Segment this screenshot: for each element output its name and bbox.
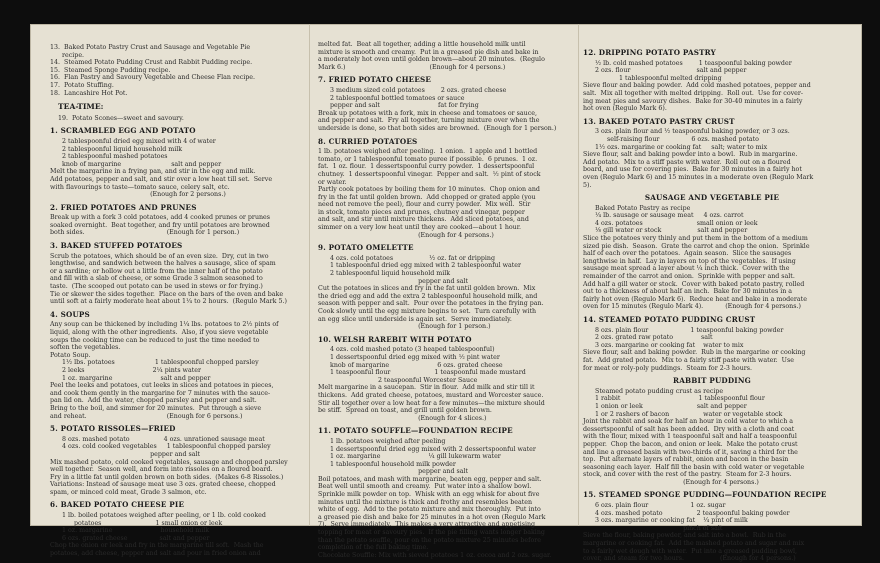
- text-line: white of egg. Add to the potato mixture and mix thoroughly. Put into: [318, 506, 541, 514]
- recipe-11-title: 11. POTATO SOUFFLE—FOUNDATION RECIPE: [318, 426, 513, 436]
- text-line: chutney. 1 dessertspoonful vinegar. Pepper and salt. ½ pint of stock: [318, 170, 541, 178]
- text-line: Sieve flour, salt and baking powder into a bowl. Rub in margarine.: [583, 151, 798, 159]
- text-line: 1 lb. boiled potatoes weighed after peeling, or 1 lb. cold cooked: [50, 512, 266, 520]
- recipe-4-body: [50, 321, 308, 351]
- text-line: and pepper and salt. Fry all together, turning mixture over when the: [318, 117, 540, 125]
- text-line: underside is done, so that both sides are browned. (Enough for 1 person.): [318, 124, 557, 132]
- text-line: 1 dessertspoonful dried egg mixed with 2 dessertspoonful water: [318, 445, 536, 453]
- text-line: 4 ozs. mashed potato 2 teaspoonful baking powder: [583, 509, 790, 517]
- text-line: ½ lb. cold mashed potatoes 1 teaspoonful baking powder: [583, 59, 792, 67]
- text-line: Scrub the potatoes, which should be of an even size. Dry, cut in two: [50, 252, 269, 260]
- text-line: Beat well until smooth and creamy. Put water into a shallow bowl.: [318, 483, 532, 491]
- text-line: need not remove the peel), flour and curry powder. Mix well. Stir: [318, 201, 531, 209]
- recipe-15-body: [583, 502, 841, 563]
- text-line: 3 ozs. margarine or cooking fat water to mix: [583, 341, 744, 349]
- text-line: than the potato souffle, pour on the potato mixture 25 minutes before: [318, 536, 541, 544]
- text-line: season with pepper and salt. Pour over the potatoes in the frying pan.: [318, 300, 544, 308]
- text-line: pepper and salt fat for frying: [318, 102, 479, 110]
- recipe-6-continued: [318, 41, 580, 71]
- text-line: be stiff. Spread on toast, and grill until golden brown.: [318, 407, 492, 415]
- text-line: 2 tablespoonful dried egg mixed with 4 of water: [50, 137, 216, 145]
- text-line: completion of the full baking time.: [318, 544, 429, 552]
- text-line: Bring to the boil, and simmer for 20 minutes. Put through a sieve: [50, 404, 262, 412]
- teatime-item: 19. Potato Scones—sweet and savoury.: [58, 114, 184, 122]
- text-line: 1½ lbs. potatoes 1 tablespoonful chopped parsley: [50, 359, 259, 367]
- text-line: soaked overnight. Beat together, and fry until potatoes are browned: [50, 221, 270, 229]
- text-line: in stock, tomato pieces and prunes, chutney and vinegar, pepper: [318, 208, 525, 216]
- text-line: 1 lb. potatoes weighed after peeling. 1 onion. 1 apple and 1 bottled: [318, 148, 538, 156]
- text-line: oven (Regulo Mark 6) and 15 minutes in a moderate oven (Regulo Mark: [583, 173, 814, 181]
- text-line: with flavourings to taste—tomato sauce, celery salt, etc.: [50, 183, 230, 191]
- text-line: 17. Potato Stuffing.: [50, 81, 114, 89]
- recipe-8-title: 8. CURRIED POTATOES: [318, 136, 418, 146]
- recipe-6-body: [50, 512, 308, 558]
- recipe-2-title: 2. FRIED POTATOES AND PRUNES: [50, 202, 197, 212]
- text-line: margarine or cooking fat. Add the mashed potato and sugar and mix: [583, 540, 805, 548]
- text-line: minutes until the mixture is thick and frothy and resembles beaten: [318, 498, 533, 506]
- text-line: 1 tablespoonful household milk powder: [318, 460, 456, 468]
- text-line: Mix mashed potato, cold cooked vegetables, sausage and chopped parsley: [50, 458, 288, 466]
- text-line: fat. Add grated potato. Mix to a fairly stiff paste with water. Use: [583, 356, 794, 364]
- text-line: 6 ozs. grated cheese salt and pepper: [50, 534, 210, 542]
- text-line: (Enough for 2 persons.): [50, 191, 226, 199]
- text-line: pepper and salt: [318, 468, 469, 476]
- text-line: half of each over the potatoes. Again season. Slice the sausages: [583, 250, 792, 258]
- recipe-12-body: [583, 60, 841, 113]
- text-line: 1 tablespoonful melted dripping: [583, 74, 722, 82]
- text-line: 15. Steamed Sponge Pudding recipe.: [50, 66, 171, 74]
- text-line: potatoes 1 small onion or leek: [50, 519, 223, 527]
- column-middle: [318, 41, 580, 559]
- recipe-index-list: [50, 44, 308, 97]
- rabbit-pudding-body: [583, 388, 841, 487]
- text-line: remainder of the carrot and onion. Sprinkle with pepper and salt.: [583, 273, 795, 281]
- text-line: board, and use for covering pies. Bake for 30 minutes in a fairly hot: [583, 166, 802, 174]
- text-line: 4 ozs. cold potatoes ½ oz. fat or dripping: [318, 254, 495, 262]
- recipe-3-body: [50, 253, 308, 306]
- recipe-10-title: 10. WELSH RAREBIT WITH POTATO: [318, 334, 472, 344]
- text-line: knob of margarine salt and pepper: [50, 160, 222, 168]
- recipe-5-title: 5. POTATO RISSOLES—FRIED: [50, 424, 176, 434]
- text-line: an egg slice until underside is again set. Serve immediately.: [318, 315, 512, 323]
- text-line: 1 onion or leek salt and pepper: [583, 402, 747, 410]
- text-line: 2 teaspoonful Worcester Sauce: [318, 376, 478, 384]
- text-line: 18. Lancashire Hot Pot.: [50, 89, 128, 97]
- text-line: spam, or minced cold meat, Grade 3 salmon, etc.: [50, 488, 207, 496]
- text-line: or a sardine; or hollow out a little from the inner half of the potato: [50, 267, 263, 275]
- sausage-pie-title: SAUSAGE AND VEGETABLE PIE: [644, 193, 780, 203]
- text-line: and cook them gently in the margarine for 7 minutes with the sauce-: [50, 389, 271, 397]
- text-line: 1 oz. margarine ¼ gill lukewarm water: [318, 453, 501, 461]
- text-line: out to a thickness of about half an inch. Bake for 30 minutes in a: [583, 288, 793, 296]
- recipe-6-title: 6. BAKED POTATO CHEESE PIE: [50, 500, 185, 510]
- text-line: pinch of salt: [583, 524, 723, 532]
- text-line: Break up potatoes with a fork, mix in cheese and tomatoes or sauce,: [318, 109, 537, 117]
- text-line: Cut the potatoes in slices and fry in the fat until golden brown. Mix: [318, 285, 536, 293]
- text-line: fry in the fat until golden brown. Add chopped or grated apple (you: [318, 193, 536, 201]
- text-line: 4 ozs. cold cooked vegetables 1 tablespoonful chopped parsley: [50, 443, 271, 451]
- text-line: mixture is smooth and creamy. Put in a greased pie dish and bake in: [318, 48, 539, 56]
- text-line: 8 ozs. mashed potato 4 ozs. unrationed sausage meat: [50, 435, 265, 443]
- text-line: Add potato. Mix to a stiff paste with water. Roll out on a floured: [583, 158, 791, 166]
- text-line: cover, and steam for two hours. (Enough for 4 persons.): [583, 555, 796, 563]
- text-line: and fill with a slab of cheese, or some Grade 3 salmon seasoned to: [50, 275, 263, 283]
- text-line: Sieve flour, salt and baking powder. Rub in the margarine or cooking: [583, 349, 806, 357]
- text-line: with the flour, mixed with 1 teaspoonful salt and half a teaspoonful: [583, 433, 797, 441]
- text-line: Fry in a little fat until golden brown on both sides. (Makes 6-8 Rissoles.): [50, 473, 284, 481]
- text-line: 1 oz. margarine salt and pepper: [50, 374, 211, 382]
- text-line: 1 teaspoonful flour 1 teaspoonful made mustard: [318, 369, 526, 377]
- text-line: Joint the rabbit and soak for half an hour in cold water to which a: [583, 418, 794, 426]
- recipe-15-title: 15. STEAMED SPONGE PUDDING—FOUNDATION RECIPE: [583, 490, 827, 500]
- recipe-14-title: 14. STEAMED POTATO PUDDING CRUST: [583, 315, 756, 324]
- text-line: (Enough for 4 persons.): [583, 478, 759, 486]
- recipe-7-body: [318, 87, 580, 133]
- recipe-4-subheading: Potato Soup.: [50, 351, 91, 359]
- text-line: 13. Baked Potato Pastry Crust and Sausage and Vegetable Pie: [50, 44, 251, 51]
- text-line: and reheat. (Enough for 6 persons.): [50, 412, 243, 420]
- recipe-1-body: [50, 138, 308, 199]
- text-line: 16. Flan Pastry and Savoury Vegetable and Cheese Flan recipe.: [50, 74, 256, 82]
- text-line: and line a greased basin with two-thirds of it, saving a third for the: [583, 448, 798, 456]
- text-line: 4 ozs. potatoes small onion or leek: [583, 219, 758, 227]
- recipe-9-title: 9. POTATO OMELETTE: [318, 243, 414, 253]
- fold-line: [309, 24, 310, 526]
- text-line: Add potatoes, pepper and salt, and stir over a low heat till set. Serve: [50, 175, 273, 183]
- text-line: to a fairly wet dough with water. Put into a greased pudding bowl,: [583, 547, 798, 555]
- text-line: oven for 15 minutes (Regulo Mark 4). (Enough for 4 persons.): [583, 303, 801, 311]
- text-line: hot oven (Regulo Mark 6).: [583, 105, 667, 113]
- text-line: Sieve the flour, baking powder, and salt into a bowl. Rub in the: [583, 532, 786, 540]
- rabbit-pudding-title: RABBIT PUDDING: [673, 376, 751, 386]
- leaflet-sheet: [30, 24, 862, 563]
- text-line: (Enough for 4 slices.): [318, 414, 487, 422]
- text-line: for meat or roly-poly puddings. Steam for 2-3 hours.: [583, 364, 753, 372]
- recipe-11-body: [318, 438, 580, 560]
- column-left: [50, 44, 308, 558]
- text-line: a greased pie dish and bake for 25 minutes in a hot oven (Regulo Mark: [318, 513, 546, 521]
- text-line: 7). Serve immediately. This makes a very attractive and appetising: [318, 521, 536, 529]
- text-line: thickens. Add grated cheese, potatoes, mustard and Worcester sauce.: [318, 391, 544, 399]
- text-line: Variations: Instead of sausage meat use 3 ozs. grated cheese, chopped: [50, 481, 276, 489]
- recipe-13-body: [583, 128, 841, 189]
- text-line: Tie or skewer the sides together. Place on the bars of the oven and bake: [50, 290, 284, 298]
- teatime-heading: TEA-TIME:: [58, 102, 104, 112]
- text-line: 3 medium sized cold potatoes 2 ozs. grated cheese: [318, 86, 507, 94]
- column-right: [583, 44, 841, 563]
- text-line: 2 tablespoonful liquid household milk: [318, 270, 451, 278]
- text-line: soups the cooking time can be reduced to just the time needed to: [50, 336, 260, 344]
- text-line: the dried egg and add the extra 2 tablespoonful household milk, and: [318, 292, 538, 300]
- text-line: tomato, or 1 tablespoonful tomato puree if possible. 6 prunes. 1 oz.: [318, 155, 538, 163]
- text-line: pepper and salt: [50, 450, 201, 458]
- text-line: until soft at a fairly moderate heat about 1¼ to 2 hours. (Regulo Mark 5.): [50, 298, 287, 306]
- text-line: 3 ozs. plain flour and ½ teaspoonful baking powder, or 3 ozs.: [583, 128, 790, 136]
- recipe-4-body-b: [50, 359, 308, 420]
- text-line: ing meat pies and savoury dishes. Bake for 30-40 minutes in a fairly: [583, 97, 803, 105]
- text-line: Boil potatoes, and mash with margarine, beaten egg, pepper and salt.: [318, 475, 542, 483]
- recipe-13-title: 13. BAKED POTATO PASTRY CRUST: [583, 116, 735, 126]
- recipe-7-title: 7. FRIED POTATO CHEESE: [318, 75, 432, 85]
- sausage-pie-body: [583, 205, 841, 311]
- text-line: liquid, along with the other ingredients. Also, if you sieve vegetable: [50, 329, 269, 336]
- text-line: Melt margarine in a saucepan. Stir in flour. Add milk and stir till it: [318, 384, 535, 392]
- text-line: 2 leeks 2¼ pints water: [50, 366, 201, 374]
- text-line: Sieve flour and baking powder. Add cold mashed potatoes, pepper and: [583, 82, 811, 90]
- text-line: or water.: [318, 178, 347, 186]
- text-line: pan lid on. Add the water, chopped parsley and pepper and salt.: [50, 397, 257, 405]
- recipe-1-title: 1. SCRAMBLED EGG AND POTATO: [50, 126, 196, 136]
- text-line: Baked Potato Pastry as recipe: [583, 204, 691, 212]
- text-line: both sides. (Enough for 1 person.): [50, 229, 240, 237]
- text-line: ¼ lb. sausage or sausage meat 4 ozs. carrot: [583, 212, 744, 220]
- text-line: 3 ozs. margarine or cooking fat ¼ pint of milk: [583, 517, 748, 525]
- text-line: Chocolate Souffle: Mix with sieved potatoes 1 oz. cocoa and 2 ozs. sugar.: [318, 551, 552, 559]
- text-line: Break up with a fork 3 cold potatoes, add 4 cooked prunes or prunes: [50, 214, 271, 222]
- recipe-2-body: [50, 214, 308, 237]
- text-line: 1 tablespoonful dried egg mixed with 2 tablespoonful water: [318, 262, 522, 270]
- text-line: knob of margarine 6 ozs. grated cheese: [318, 361, 503, 369]
- text-line: 1 oz. margarine household milk: [50, 527, 210, 535]
- text-line: 2 tablespoonful liquid household milk: [50, 145, 183, 153]
- text-line: Cook slowly until the egg mixture begins to set. Turn carefully with: [318, 308, 537, 315]
- text-line: Melt the margarine in a frying pan, and stir in the egg and milk.: [50, 168, 256, 176]
- text-line: dessertspoonful of salt has been added. Dry with a cloth and coat: [583, 425, 795, 433]
- text-line: seasoning each layer. Half fill the basin with cold water or vegetable: [583, 463, 805, 471]
- text-line: 1 lb. potatoes weighed after peeling: [318, 437, 446, 445]
- text-line: 2 tablespoonful bottled tomatoes or sauce: [318, 94, 465, 102]
- text-line: 6 ozs. plain flour 1 oz. sugar: [583, 502, 726, 510]
- text-line: simmer on a very low heat until they are cooked—about 1 hour.: [318, 224, 522, 232]
- text-line: 2 ozs. flour salt and pepper: [583, 67, 747, 75]
- recipe-12-title: 12. DRIPPING POTATO PASTRY: [583, 48, 716, 57]
- text-line: Peel the leeks and potatoes, cut leeks in slices and potatoes in pieces,: [50, 382, 274, 390]
- text-line: 1 rabbit 1 tablespoonful flour: [583, 395, 765, 403]
- text-line: salt. Mix all together with melted dripping. Roll out. Use for cover-: [583, 89, 804, 97]
- recipe-9-body: [318, 255, 580, 331]
- text-line: Any soup can be thickened by including 1¼ lbs. potatoes to 2½ pints of: [50, 321, 279, 329]
- text-line: Add half a gill water or stock. Cover with baked potato pastry, rolled: [583, 280, 805, 288]
- text-line: 2 ozs. grated raw potato salt: [583, 334, 713, 342]
- text-line: Mark 6.) (Enough for 4 persons.): [318, 63, 506, 71]
- text-line: melted fat. Beat all together, adding a little household milk until: [318, 41, 526, 48]
- recipe-5-body: [50, 436, 308, 497]
- text-line: and salt, and stir until mixture thickens. Add sliced potatoes, and: [318, 216, 529, 224]
- text-line: 14. Steamed Potato Pudding Crust and Rabbit Pudding recipe.: [50, 59, 253, 67]
- text-line: soften the vegetables.: [50, 344, 121, 352]
- recipe-4-title: 4. SOUPS: [50, 309, 90, 319]
- recipe-3-title: 3. BAKED STUFFED POTATOES: [50, 241, 183, 251]
- text-line: 2 tablespoonful mashed potatoes: [50, 153, 168, 161]
- recipe-8-body: [318, 148, 580, 239]
- text-line: ⅛ gill water or stock salt and pepper: [583, 227, 748, 235]
- text-line: sized pie dish. Season. Grate the carrot and chop the onion. Sprinkle: [583, 242, 810, 250]
- text-line: 1 or 2 rashers of bacon water or vegetable stock: [583, 410, 783, 418]
- text-line: topping for meat or savoury pies. If the pie filling wants longer baking: [318, 529, 545, 537]
- text-line: 1½ ozs. margarine or cooking fat salt; water to mix: [583, 143, 768, 151]
- text-line: lengthwise, and sandwich between the halves a sausage, slice of spam: [50, 260, 276, 268]
- text-line: fairly hot oven (Regulo Mark 6). Reduce heat and bake in a moderate: [583, 295, 807, 303]
- text-line: potatoes, add cheese, pepper and salt and pour in fried onion and: [50, 550, 261, 558]
- text-line: fat. 1 oz. flour. 1 dessertspoonful curry powder. 1 dessertspoonful: [318, 163, 535, 171]
- text-line: Partly cook potatoes by boiling them for 10 minutes. Chop onion and: [318, 186, 540, 194]
- text-line: Sprinkle milk powder on top. Whisk with an egg whisk for about five: [318, 491, 540, 499]
- text-line: top. Put alternate layers of rabbit, onion and bacon in the basin: [583, 456, 789, 464]
- text-line: pepper and salt: [318, 277, 469, 285]
- text-line: well together. Season well, and form into rissoles on a floured board.: [50, 466, 273, 474]
- text-line: Chop the onion or leek and fry in the margarine till soft. Mash the: [50, 542, 264, 550]
- text-line: stock, and cover with the rest of the pastry. Steam for 2-3 hours.: [583, 471, 792, 479]
- text-line: 8 ozs. plain flour 1 teaspoonful baking powder: [583, 326, 784, 334]
- text-line: lengthwise in half. Lay in layers on top of the vegetables. If using: [583, 257, 796, 265]
- recipe-14-body: [583, 327, 841, 373]
- text-line: Slice the potatoes very thinly and put them in the bottom of a medium: [583, 235, 808, 243]
- text-line: 4 ozs. cold mashed potato (3 heaped tablespoonful): [318, 346, 495, 354]
- text-line: Stir all together over a low heat for a few minutes—the mixture should: [318, 399, 545, 407]
- text-line: 5).: [583, 181, 592, 189]
- text-line: pepper. Chop the bacon, and onion or leek. Make the potato crust: [583, 440, 798, 448]
- text-line: sausage meat spread a layer about ¼ inch thick. Cover with the: [583, 265, 790, 273]
- text-line: 1 dessertspoonful dried egg mixed with ½ pint water: [318, 353, 500, 361]
- text-line: (Enough for 4 persons.): [318, 231, 494, 239]
- text-line: Steamed potato pudding crust as recipe: [583, 387, 724, 395]
- text-line: a moderately hot oven until golden brown—about 20 minutes. (Regulo: [318, 56, 545, 64]
- text-line: (Enough for 1 person.): [318, 323, 491, 331]
- text-line: taste. (The scooped out potato can be used in stews or for frying.): [50, 283, 263, 291]
- recipe-10-body: [318, 346, 580, 422]
- text-line: recipe.: [50, 51, 85, 59]
- text-line: self-raising flour 6 ozs. mashed potato: [583, 135, 759, 143]
